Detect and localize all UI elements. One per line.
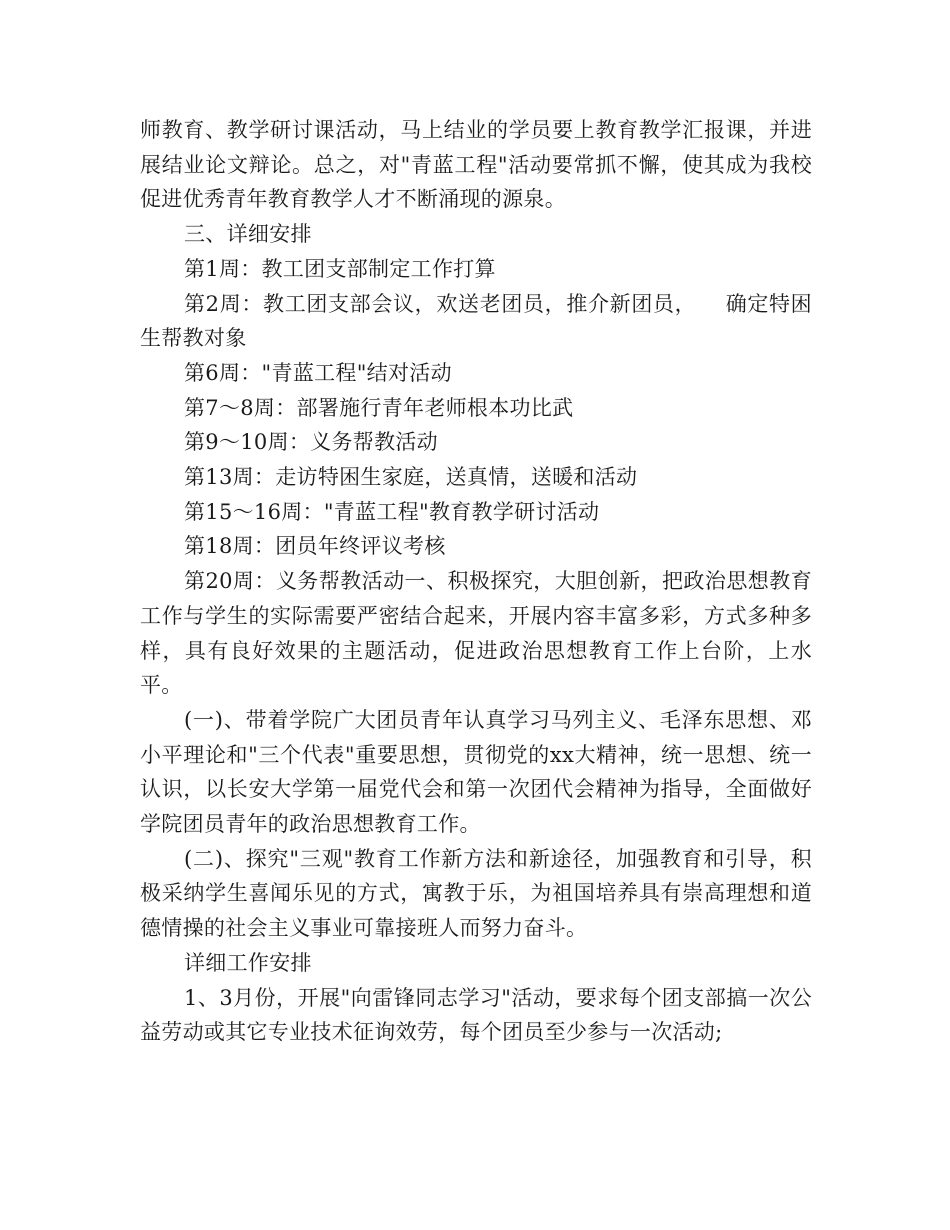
schedule-week-7-8: 第7～8周：部署施行青年老师根本功比武	[184, 395, 574, 420]
paragraph-item-1: (一)、带着学院广大团员青年认真学习马列主义、毛泽东思想、邓小平理论和"三个代表"重要思想，贯彻党的xx大精神，统一思想、统一认识，以长安大学第一届党代会和第一次团代会精神为指导，全面做好学院团员青年的政治思想教育工作。	[140, 707, 812, 837]
schedule-week-1: 第1周：教工团支部制定工作打算	[184, 256, 496, 281]
schedule-week-15-16: 第15～16周："青蓝工程"教育教学研讨活动	[184, 499, 600, 524]
schedule-week-9-10: 第9～10周：义务帮教活动	[184, 430, 438, 455]
document-body	[140, 113, 812, 1050]
schedule-week-20: 第20周：义务帮教活动一、积极探究，大胆创新，把政治思想教育工作与学生的实际需要严密结合起来，开展内容丰富多彩，方式多种多样，具有良好效果的主题活动，促进政治思想教育工作上台阶，上水平。	[140, 569, 812, 698]
paragraph-march-activity: 1、3月份，开展"向雷锋同志学习"活动，要求每个团支部搞一次公益劳动或其它专业技术征询效劳，每个团员至少参与一次活动;	[140, 985, 812, 1045]
schedule-week-6: 第6周："青蓝工程"结对活动	[184, 360, 452, 385]
schedule-week-2: 第2周：教工团支部会议，欢送老团员，推介新团员， 确定特困生帮教对象	[140, 291, 812, 351]
schedule-week-13: 第13周：走访特困生家庭，送真情，送暖和活动	[184, 465, 638, 490]
paragraph-item-2: (二)、探究"三观"教育工作新方法和新途径，加强教育和引导，积极采纳学生喜闻乐见的方式，寓教于乐，为祖国培养具有崇高理想和道德情操的社会主义事业可靠接班人而努力奋斗。	[140, 846, 812, 941]
paragraph-intro-continuation: 师教育、教学研讨课活动，马上结业的学员要上教育教学汇报课，并进展结业论文辩论。总之，对"青蓝工程"活动要常抓不懈，使其成为我校促进优秀青年教育教学人才不断涌现的源泉。	[140, 118, 812, 212]
heading-detailed-work-arrangement: 详细工作安排	[184, 950, 312, 975]
schedule-week-18: 第18周：团员年终评议考核	[184, 534, 446, 559]
section-heading-detailed-arrangement: 三、详细安排	[184, 222, 312, 247]
